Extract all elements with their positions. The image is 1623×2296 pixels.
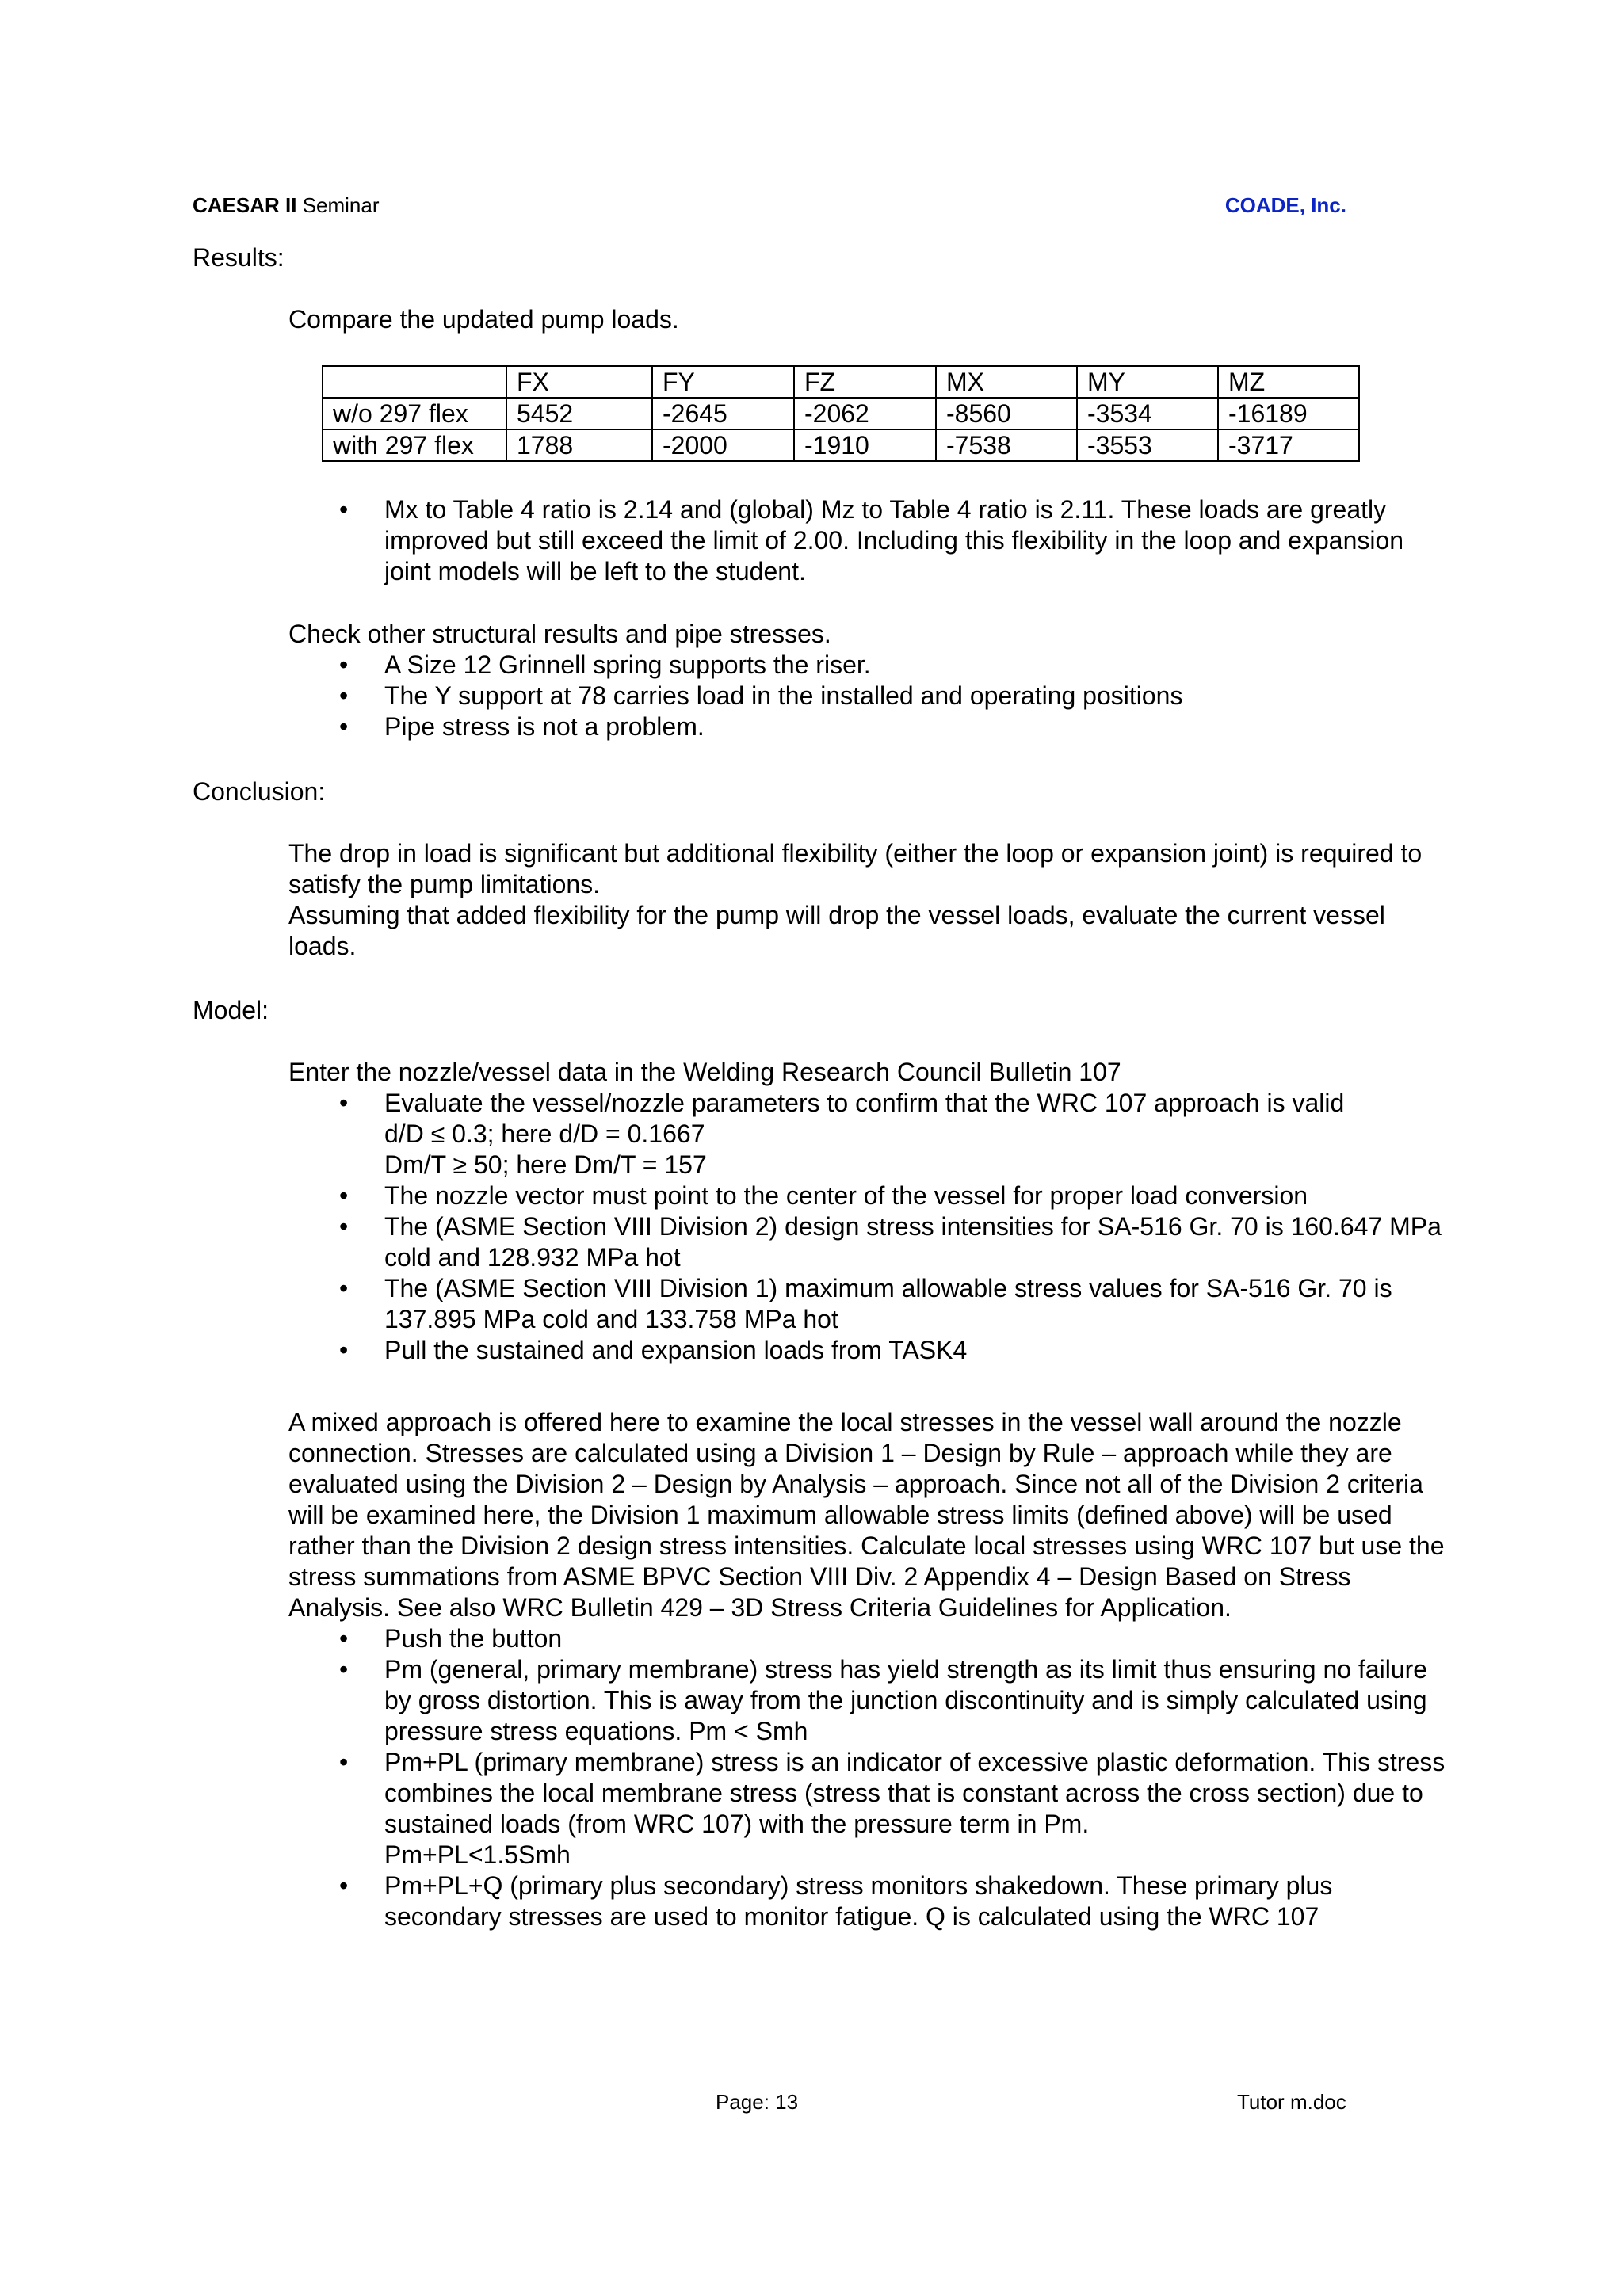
model-body — [288, 1057, 1445, 1366]
table-header-cell: FX — [506, 366, 652, 398]
table-cell: -8560 — [936, 398, 1077, 429]
page-number: Page: 13 — [716, 2090, 799, 2114]
results-bullet-list — [288, 494, 1445, 587]
pump-loads-table — [322, 365, 1360, 462]
list-item: • The Y support at 78 carries load in the installed and operating positions — [288, 681, 1445, 711]
table-cell: -3534 — [1077, 398, 1218, 429]
list-item-text: Pm+PL<1.5Smh — [384, 1840, 571, 1869]
header-company: COADE, Inc. — [1224, 193, 1346, 217]
list-item-text: Dm/T ≥ 50; here Dm/T = 157 — [384, 1150, 707, 1179]
list-item: • A Size 12 Grinnell spring supports the riser. — [288, 650, 1445, 681]
table-cell: -3717 — [1218, 429, 1359, 461]
table-row — [323, 398, 1359, 429]
table-header-cell: MX — [936, 366, 1077, 398]
table-cell: -1910 — [794, 429, 936, 461]
header-product: CAESAR II — [193, 193, 297, 217]
table-cell: with 297 flex — [323, 429, 506, 461]
table-row — [323, 429, 1359, 461]
check-results-intro — [288, 619, 1445, 742]
table-cell: -2062 — [794, 398, 936, 429]
conclusion-paragraph: The drop in load is significant but additional flexibility (either the loop or expansion joint) is required to satisfy the pump limitations. — [288, 839, 1423, 898]
list-item-text: Evaluate the vessel/nozzle parameters to confirm that the WRC 107 approach is valid — [384, 1089, 1345, 1117]
list-item: • Push the button — [288, 1623, 1445, 1654]
results-intro: Compare the updated pump loads. — [288, 305, 679, 334]
conclusion-body — [288, 838, 1445, 962]
table-header-cell: FY — [652, 366, 794, 398]
table-cell: 5452 — [506, 398, 652, 429]
model-intro: Enter the nozzle/vessel data in the Welding Research Council Bulletin 107 — [288, 1058, 1121, 1086]
list-item: • Mx to Table 4 ratio is 2.14 and (global) Mz to Table 4 ratio is 2.11. These loads are greatly improved but still exceed the limit of 2.00. Including this flexibility in the loop and expansion joint models will be left to the student. — [288, 494, 1445, 587]
model-bullet-list — [288, 1088, 1445, 1366]
list-item: • Pm (general, primary membrane) stress has yield strength as its limit thus ensuring no failure by gross distortion. This is away from the junction discontinuity and is simply calculated using pressure stress equations. Pm < Smh — [288, 1654, 1445, 1747]
list-item: • Pull the sustained and expansion loads from TASK4 — [288, 1335, 1445, 1366]
table-cell: 1788 — [506, 429, 652, 461]
table-header-cell: MZ — [1218, 366, 1359, 398]
table-cell: -2645 — [652, 398, 794, 429]
table-cell: -3553 — [1077, 429, 1218, 461]
table-header-cell: MY — [1077, 366, 1218, 398]
list-item: • The nozzle vector must point to the center of the vessel for proper load conversion — [288, 1180, 1445, 1211]
conclusion-paragraph: Assuming that added flexibility for the pump will drop the vessel loads, evaluate the current vessel loads. — [288, 901, 1385, 960]
check-bullet-list — [288, 650, 1445, 742]
document-filename: Tutor m.doc — [1237, 2090, 1346, 2114]
list-item: • The (ASME Section VIII Division 2) design stress intensities for SA-516 Gr. 70 is 160.647 MPa cold and 128.932 MPa hot — [288, 1211, 1445, 1273]
table-cell: w/o 297 flex — [323, 398, 506, 429]
list-item-text: d/D ≤ 0.3; here d/D = 0.1667 — [384, 1119, 705, 1148]
header-title-suffix: Seminar — [296, 193, 380, 217]
table-cell: -2000 — [652, 429, 794, 461]
list-item-text: Pm+PL (primary membrane) stress is an indicator of excessive plastic deformation. This stress combines the local membrane stress (stress that is constant across the cross section) due to sustained loads (from WRC 107) with the pressure term in Pm. — [384, 1748, 1445, 1838]
table-cell: -7538 — [936, 429, 1077, 461]
table-header-row — [323, 366, 1359, 398]
list-item — [288, 1088, 1445, 1180]
list-item: • Pipe stress is not a problem. — [288, 711, 1445, 742]
stress-bullet-list — [288, 1623, 1445, 1932]
conclusion-heading: Conclusion: — [193, 777, 326, 806]
check-results-text: Check other structural results and pipe stresses. — [288, 620, 831, 648]
list-item: • The (ASME Section VIII Division 1) maximum allowable stress values for SA-516 Gr. 70 is 137.895 MPa cold and 133.758 MPa hot — [288, 1273, 1445, 1335]
model-heading: Model: — [193, 996, 269, 1024]
results-heading: Results: — [193, 243, 285, 272]
mixed-approach-section — [288, 1407, 1445, 1932]
list-item — [288, 1747, 1445, 1871]
mixed-approach-paragraph: A mixed approach is offered here to examine the local stresses in the vessel wall around the nozzle connection. Stresses are calculated using a Division 1 – Design by Rule – approach while they are evaluated using the Division 2 – Design by Analysis – approach. Since not all of the Division 2 criteria will be examined here, the Division 1 maximum allowable stress limits (defined above) will be used rather than the Division 2 design stress intensities. Calculate local stresses using WRC 107 but use the stress summations from ASME BPVC Section VIII Div. 2 Appendix 4 – Design Based on Stress Analysis. See also WRC Bulletin 429 – 3D Stress Criteria Guidelines for Application. — [288, 1408, 1445, 1622]
table-header-cell — [323, 366, 506, 398]
header-title — [193, 193, 380, 218]
list-item: • Pm+PL+Q (primary plus secondary) stress monitors shakedown. These primary plus secondary stresses are used to monitor fatigue. Q is calculated using the WRC 107 — [288, 1871, 1445, 1932]
table-header-cell: FZ — [794, 366, 936, 398]
table-cell: -16189 — [1218, 398, 1359, 429]
